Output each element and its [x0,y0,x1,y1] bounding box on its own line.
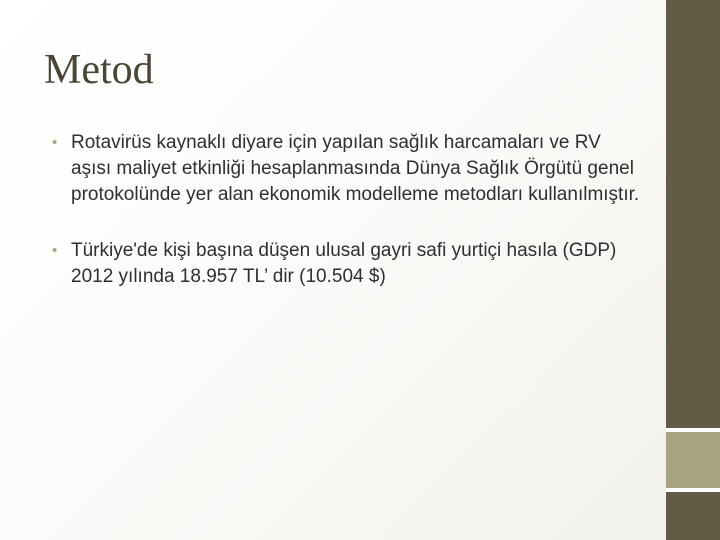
bullet-marker: • [52,242,58,259]
bullet-text: Türkiye'de kişi başına düşen ulusal gayri safi yurtiçi hasıla (GDP) 2012 yılında 18.957 TL’ dir (10.504 $) [71,240,617,287]
slide-title: Metod [44,47,154,93]
sidebar-accent-band [666,432,720,488]
sidebar-band-top [666,0,720,428]
bullet-marker: • [52,134,58,151]
bullet-list [52,130,642,320]
sidebar-band-bottom [666,492,720,540]
bullet-item [52,238,642,290]
decorative-sidebar [666,0,720,540]
bullet-item [52,130,642,208]
bullet-text: Rotavirüs kaynaklı diyare için yapılan sağlık harcamaları ve RV aşısı maliyet etkinliği hesaplanmasında Dünya Sağlık Örgütü genel protokolünde yer alan ekonomik modelleme metodları kullanılmıştır. [71,132,640,205]
